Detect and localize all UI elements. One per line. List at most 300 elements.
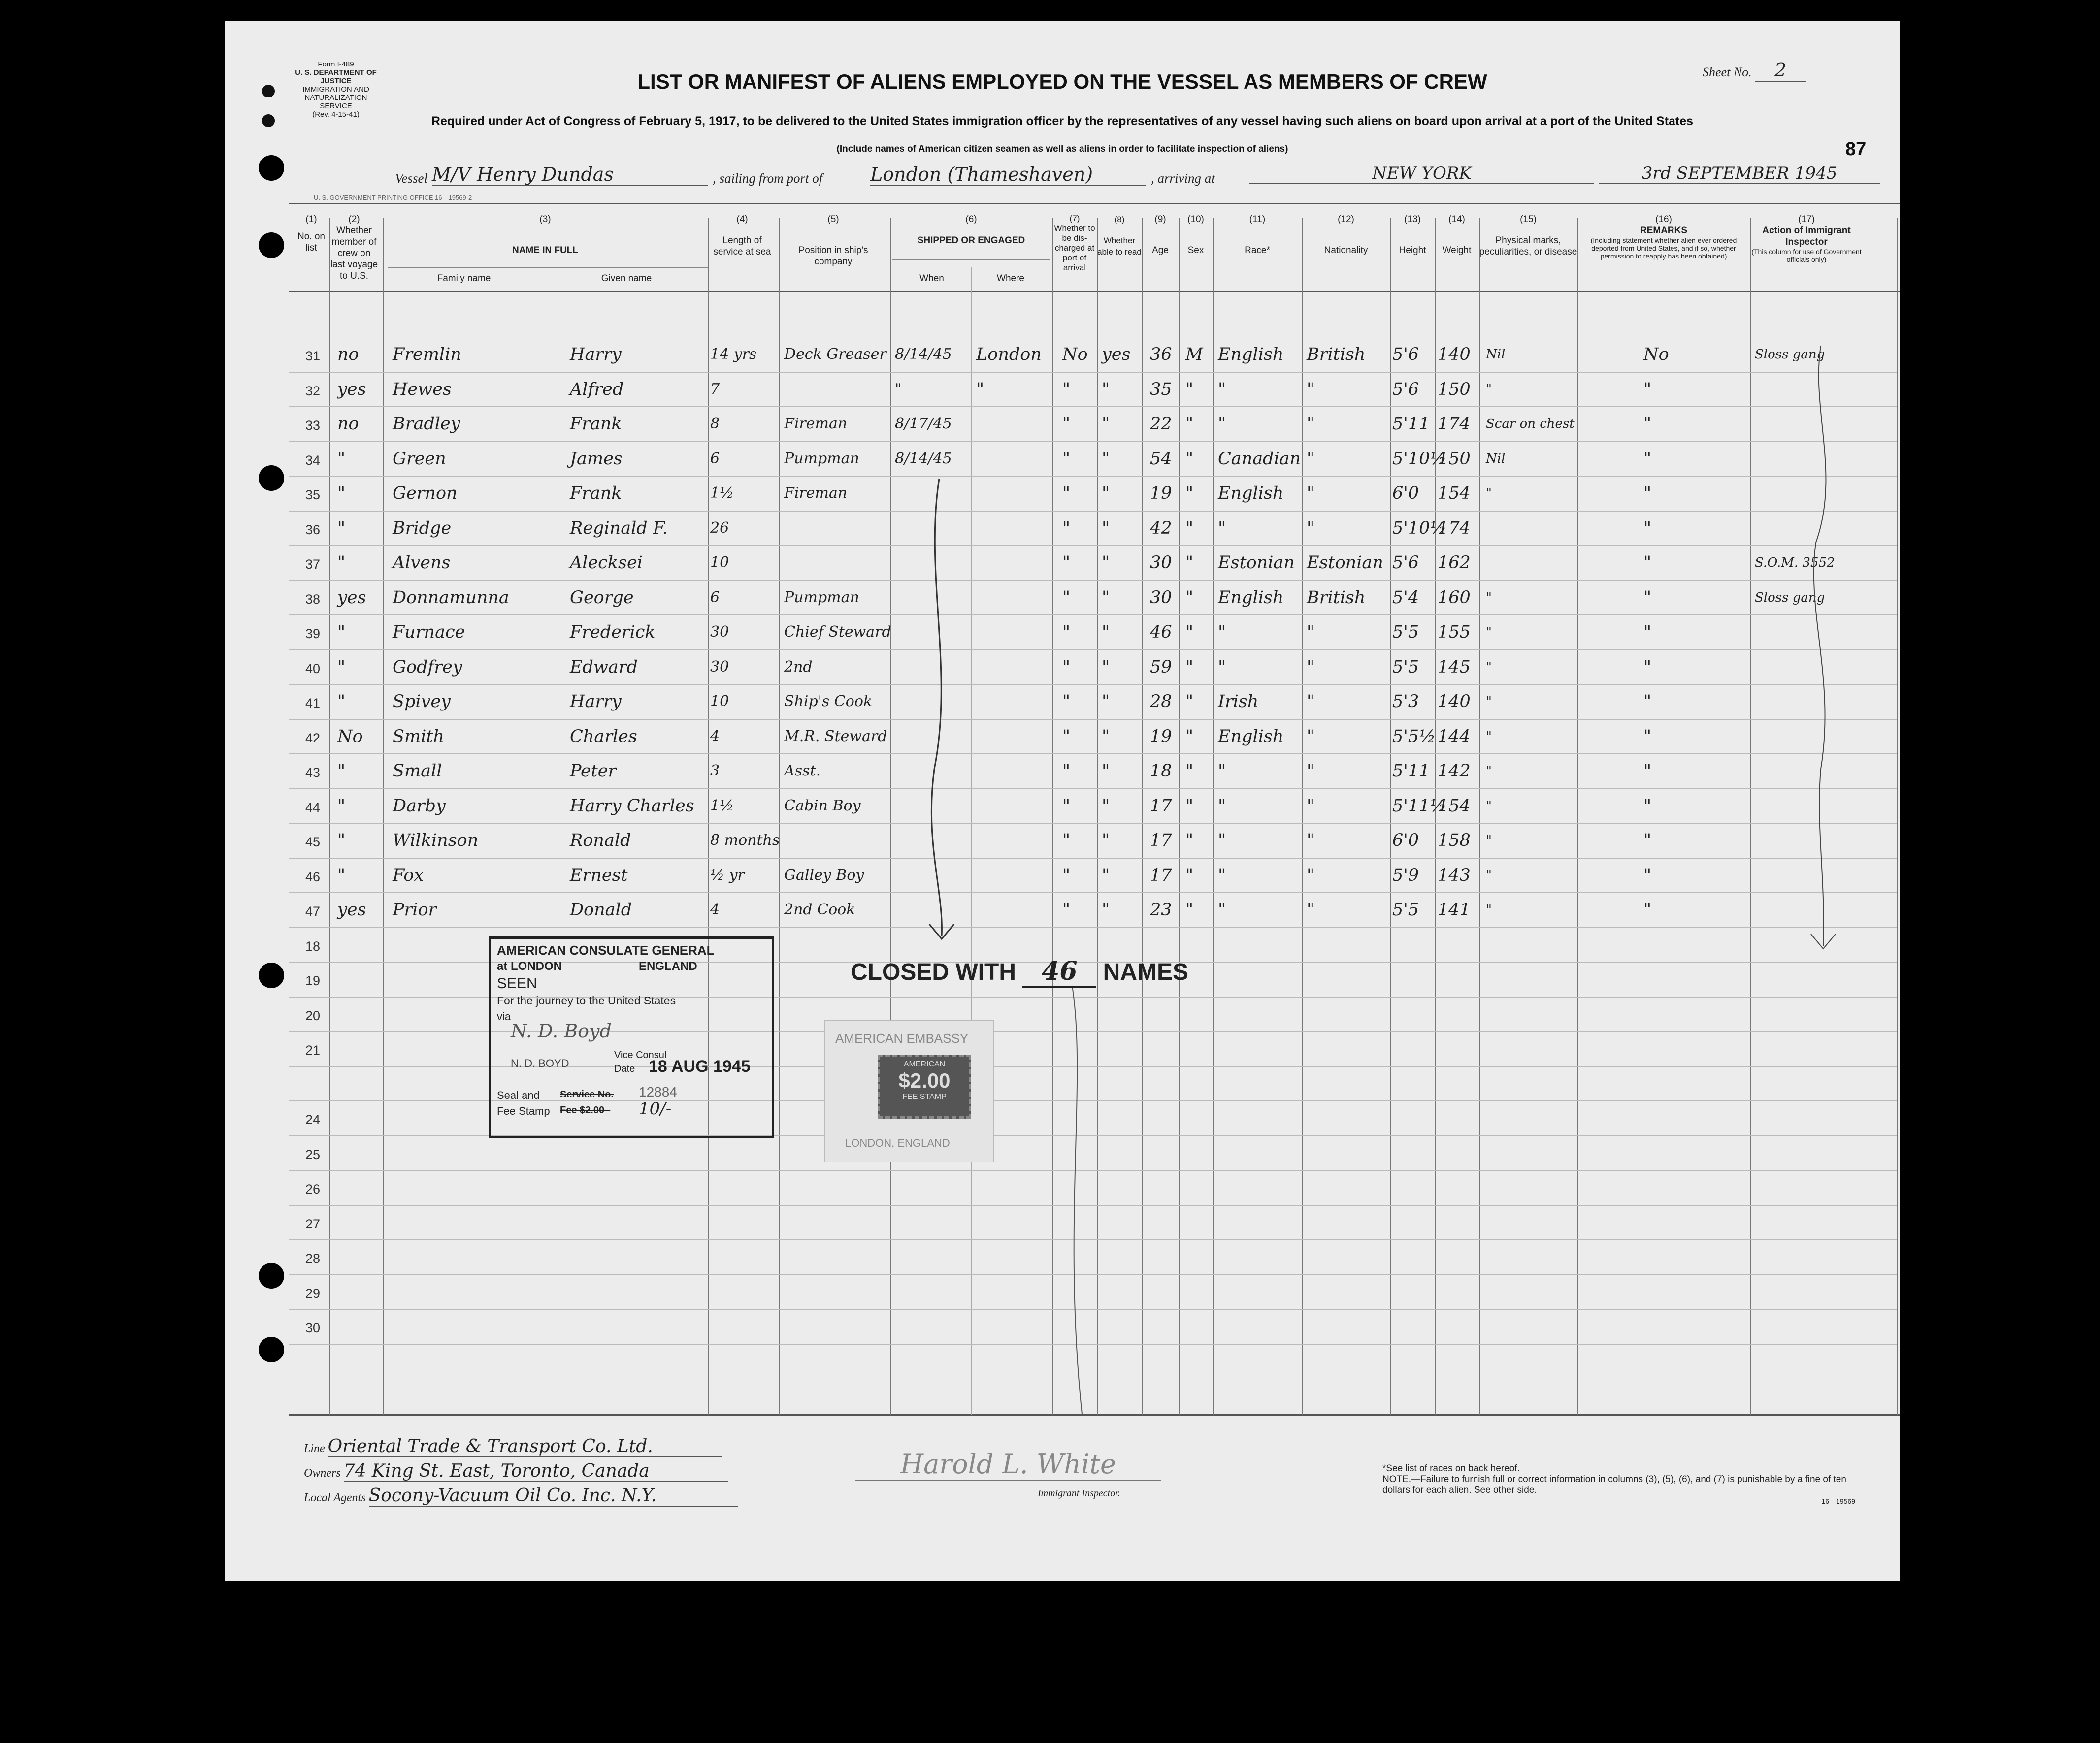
stamp-officer: N. D. BOYD: [511, 1057, 569, 1069]
position: Galley Boy: [784, 866, 864, 884]
stamp-fee: Fee $2.00 -: [560, 1105, 611, 1116]
nationality: ": [1307, 796, 1315, 816]
vessel-label: Vessel: [395, 171, 427, 186]
family-name: Donnamunna: [393, 587, 509, 608]
family-name: Small: [393, 761, 442, 781]
shipped-divider: [892, 259, 1050, 260]
race: ": [1218, 831, 1226, 850]
col-5-header: (5) Position in ship's company: [798, 214, 868, 267]
height: 5'5½: [1392, 726, 1436, 746]
row-number: 39: [305, 626, 321, 641]
shipped-where: ": [976, 379, 984, 399]
stamp-fee-label: Fee Stamp: [497, 1105, 550, 1117]
remarks: ": [1643, 726, 1652, 746]
weight: 140: [1438, 345, 1471, 364]
sex: ": [1185, 796, 1194, 816]
sex: ": [1185, 587, 1194, 608]
height: 5'5: [1392, 900, 1419, 920]
race: Canadian: [1218, 449, 1301, 469]
able-to-read: ": [1102, 900, 1110, 920]
column-rule: [890, 218, 891, 1415]
height: 5'6: [1392, 379, 1419, 399]
age: 46: [1150, 622, 1172, 642]
form-number: Form I-489: [318, 60, 354, 68]
family-name: Bridge: [393, 518, 452, 538]
col-4-header: (4) Length of service at sea: [713, 214, 771, 257]
row-rule: [289, 441, 1897, 442]
prev-voyage: no: [337, 414, 359, 434]
age: 19: [1150, 726, 1172, 746]
prev-voyage: ": [337, 449, 346, 469]
height: 5'5: [1392, 622, 1419, 642]
discharge: No: [1062, 345, 1088, 364]
row-number: 44: [305, 800, 321, 815]
discharge: ": [1062, 414, 1071, 434]
col-16-header: (16) REMARKS (Including statement whether alien ever ordered deported from United States, and if so, whether permission to reapply has been obtained): [1590, 214, 1737, 260]
nationality: ": [1307, 726, 1315, 746]
inspector-action: S.O.M. 3552: [1755, 555, 1835, 570]
col-10-header: (10) Sex: [1187, 214, 1204, 256]
form-code: 16—19569: [1821, 1497, 1855, 1505]
able-to-read: ": [1102, 622, 1110, 642]
prev-voyage: ": [337, 796, 346, 816]
column-rule: [1179, 218, 1180, 1415]
binder-hole: [259, 963, 284, 988]
col-6-header: (6) SHIPPED OR ENGAGED: [917, 214, 1025, 246]
remarks: ": [1643, 692, 1652, 711]
nationality: ": [1307, 379, 1315, 399]
height: 5'11: [1392, 414, 1430, 434]
discharge: ": [1062, 865, 1071, 885]
inspector-label: Immigrant Inspector.: [1038, 1488, 1120, 1499]
row-number: 33: [305, 418, 321, 433]
shipped-where: London: [976, 345, 1042, 364]
physical-marks: ": [1486, 729, 1492, 744]
age: 28: [1150, 692, 1172, 711]
nationality: ": [1307, 865, 1315, 885]
embassy-line1: AMERICAN EMBASSY: [835, 1031, 969, 1046]
family-name: Smith: [393, 726, 444, 746]
footer-notes: [1382, 1463, 1855, 1507]
sex: M: [1185, 345, 1203, 364]
agents-label: Local Agents: [304, 1491, 366, 1504]
race: ": [1218, 796, 1226, 816]
column-rule: [1390, 218, 1391, 1415]
nationality: British: [1307, 345, 1366, 364]
able-to-read: ": [1102, 726, 1110, 746]
sheet-label: Sheet No.: [1703, 65, 1752, 79]
col-14-header: (14) Weight: [1442, 214, 1472, 256]
stamp-date: 18 AUG 1945: [649, 1057, 751, 1076]
remarks: ": [1643, 518, 1652, 538]
note-text: —Failure to furnish full or correct information in columns (3), (5), (6), and (7) is punishable by a fine of ten dollars for each alien. See other side.: [1382, 1474, 1846, 1495]
service-length: 3: [710, 762, 720, 779]
family-name: Fremlin: [393, 345, 461, 364]
service-length: 6: [710, 588, 720, 606]
age: 36: [1150, 345, 1172, 364]
footer-agents-row: [304, 1485, 738, 1507]
weight: 174: [1438, 518, 1471, 538]
races-note: *See list of races on back hereof.: [1382, 1463, 1520, 1474]
family-name: Green: [393, 449, 446, 469]
weight: 160: [1438, 587, 1471, 608]
row-rule: [289, 684, 1897, 685]
revision: (Rev. 4-15-41): [312, 110, 360, 119]
remarks: ": [1643, 831, 1652, 850]
nationality: ": [1307, 761, 1315, 781]
note-label: NOTE.: [1382, 1474, 1411, 1485]
shipped-when: ": [895, 380, 902, 398]
shipped-when: 8/14/45: [895, 346, 952, 363]
nationality: ": [1307, 622, 1315, 642]
sex: ": [1185, 484, 1194, 503]
able-to-read: ": [1102, 449, 1110, 469]
prev-voyage: ": [337, 692, 346, 711]
page-subtitle: Required under Act of Congress of February 5, 1917, to be delivered to the United States immigration officer by the representatives of any vessel having such aliens on board upon arrival at a port of the United States: [431, 114, 1694, 128]
row-number: 40: [305, 661, 321, 676]
sex: ": [1185, 761, 1194, 781]
age: 17: [1150, 796, 1172, 816]
sex: ": [1185, 900, 1194, 920]
row-number: 25: [305, 1147, 321, 1162]
weight: 140: [1438, 692, 1471, 711]
revenue-fee-stamp: [878, 1055, 971, 1119]
nationality: ": [1307, 449, 1315, 469]
column-rule: [708, 218, 709, 1415]
given-name: Alfred: [570, 379, 624, 399]
physical-marks: ": [1486, 625, 1492, 640]
nationality: British: [1307, 587, 1366, 608]
discharge: ": [1062, 587, 1071, 608]
physical-marks: Nil: [1486, 347, 1506, 362]
race: Irish: [1218, 692, 1259, 711]
remarks: No: [1643, 345, 1669, 364]
prev-voyage: No: [337, 726, 363, 746]
column-rule: [1213, 218, 1214, 1415]
prev-voyage: yes: [337, 379, 366, 399]
discharge: ": [1062, 449, 1071, 469]
stamp-journey: For the journey to the United States: [497, 994, 676, 1007]
row-rule: [289, 545, 1897, 546]
nationality: ": [1307, 692, 1315, 711]
footer-line-row: [304, 1436, 722, 1457]
col-11-header: (11) Race*: [1245, 214, 1270, 256]
row-rule: [289, 753, 1897, 754]
age: 42: [1150, 518, 1172, 538]
family-name: Bradley: [393, 414, 460, 434]
name-divider: [388, 267, 708, 268]
discharge: ": [1062, 518, 1071, 538]
height: 6'0: [1392, 484, 1419, 503]
sex: ": [1185, 414, 1194, 434]
weight: 154: [1438, 484, 1471, 503]
row-number: 28: [305, 1251, 321, 1266]
age: 18: [1150, 761, 1172, 781]
race: ": [1218, 379, 1226, 399]
col-15-header: (15) Physical marks, peculiarities, or disease: [1479, 214, 1577, 257]
height: 5'11: [1392, 761, 1430, 781]
height: 5'10½: [1392, 449, 1447, 469]
remarks: ": [1643, 900, 1652, 920]
row-number: 38: [305, 591, 321, 607]
given-name: Frank: [570, 484, 622, 503]
position: Pumpman: [784, 588, 859, 606]
column-rule: [1479, 218, 1480, 1415]
able-to-read: ": [1102, 692, 1110, 711]
stamp-signature: N. D. Boyd: [511, 1020, 612, 1042]
port-to: NEW YORK: [1249, 163, 1594, 184]
row-number: 32: [305, 383, 321, 398]
discharge: ": [1062, 796, 1071, 816]
physical-marks: ": [1486, 590, 1492, 605]
closed-prefix: CLOSED WITH: [851, 959, 1016, 985]
row-number: 42: [305, 730, 321, 745]
sex: ": [1185, 865, 1194, 885]
age: 17: [1150, 831, 1172, 850]
col-7-header: (7) Whether to be dis-charged at port of arrival: [1054, 214, 1095, 272]
column-rule: [1302, 218, 1303, 1415]
race: ": [1218, 900, 1226, 920]
able-to-read: yes: [1102, 345, 1131, 364]
service-length: 14 yrs: [710, 346, 757, 363]
race: ": [1218, 622, 1226, 642]
weight: 144: [1438, 726, 1471, 746]
row-rule: [289, 719, 1897, 720]
row-number: 41: [305, 696, 321, 710]
sex: ": [1185, 553, 1194, 573]
nationality: ": [1307, 831, 1315, 850]
remarks: ": [1643, 414, 1652, 434]
height: 5'6: [1392, 345, 1419, 364]
position: Deck Greaser: [784, 346, 886, 363]
discharge: ": [1062, 692, 1071, 711]
weight: 150: [1438, 379, 1471, 399]
row-number: 47: [305, 904, 321, 919]
able-to-read: ": [1102, 761, 1110, 781]
when-header: When: [919, 273, 944, 284]
given-name: Charles: [570, 726, 637, 746]
discharge: ": [1062, 831, 1071, 850]
footer-owners-row: [304, 1461, 728, 1482]
service-length: 8 months: [710, 832, 780, 849]
remarks: ": [1643, 553, 1652, 573]
stamp-officer-title: Vice Consul: [614, 1050, 667, 1061]
remarks: ": [1643, 379, 1652, 399]
sex: ": [1185, 379, 1194, 399]
discharge: ": [1062, 379, 1071, 399]
prev-voyage: ": [337, 657, 346, 677]
stamp-seen: SEEN: [497, 975, 537, 992]
height: 6'0: [1392, 831, 1419, 850]
remarks: ": [1643, 796, 1652, 816]
nationality: ": [1307, 518, 1315, 538]
family-name: Godfrey: [393, 657, 462, 677]
able-to-read: ": [1102, 657, 1110, 677]
age: 23: [1150, 900, 1172, 920]
physical-marks: ": [1486, 798, 1492, 813]
closed-count: 46: [1022, 956, 1096, 988]
vessel-name: M/V Henry Dundas: [432, 163, 708, 186]
row-number: 19: [305, 973, 321, 988]
owners-label: Owners: [304, 1467, 341, 1480]
race: English: [1218, 345, 1284, 364]
col-12-header: (12) Nationality: [1324, 214, 1368, 256]
family-name: Gernon: [393, 484, 458, 503]
able-to-read: ": [1102, 796, 1110, 816]
shipped-when: 8/14/45: [895, 450, 952, 467]
family-name: Prior: [393, 900, 437, 920]
age: 54: [1150, 449, 1172, 469]
col-13-header: (13) Height: [1399, 214, 1426, 256]
where-header: Where: [997, 273, 1024, 284]
remarks: ": [1643, 449, 1652, 469]
weight: 141: [1438, 900, 1471, 920]
nationality: ": [1307, 900, 1315, 920]
weight: 145: [1438, 657, 1471, 677]
row-number: 46: [305, 869, 321, 884]
page-number: 87: [1845, 139, 1867, 160]
col-17-header: (17) Action of Immigrant Inspector (This column for use of Government officials only): [1751, 214, 1862, 263]
race: ": [1218, 657, 1226, 677]
service-length: 1½: [710, 797, 734, 814]
position: 2nd Cook: [784, 901, 855, 918]
manifest-sheet: [225, 21, 1900, 1581]
family-name: Darby: [393, 796, 446, 816]
service: IMMIGRATION AND NATURALIZATION SERVICE: [302, 85, 369, 110]
sex: ": [1185, 692, 1194, 711]
agents-value: Socony-Vacuum Oil Co. Inc. N.Y.: [369, 1485, 738, 1507]
remarks: ": [1643, 587, 1652, 608]
given-name: Harry: [570, 692, 622, 711]
weight: 162: [1438, 553, 1471, 573]
column-rule: [1435, 218, 1436, 1415]
row-rule: [289, 614, 1897, 615]
position: Fireman: [784, 484, 848, 502]
age: 17: [1150, 865, 1172, 885]
row-number: 45: [305, 835, 321, 849]
sex: ": [1185, 831, 1194, 850]
column-rule: [1577, 218, 1578, 1415]
given-name: Harry: [570, 345, 622, 364]
prev-voyage: ": [337, 622, 346, 642]
physical-marks: ": [1486, 833, 1492, 848]
weight: 154: [1438, 796, 1471, 816]
sailing-label: , sailing from port of: [713, 171, 823, 186]
height: 5'6: [1392, 553, 1419, 573]
row-number: 30: [305, 1321, 321, 1335]
row-number: 18: [305, 938, 321, 954]
service-length: 10: [710, 693, 729, 710]
physical-marks: ": [1486, 903, 1492, 917]
sex: ": [1185, 449, 1194, 469]
physical-marks: Scar on chest: [1486, 417, 1575, 431]
family-name: Wilkinson: [393, 831, 479, 850]
discharge: ": [1062, 484, 1071, 503]
row-number: 24: [305, 1112, 321, 1127]
row-rule: [289, 788, 1897, 789]
weight: 174: [1438, 414, 1471, 434]
able-to-read: ": [1102, 518, 1110, 538]
discharge: ": [1062, 622, 1071, 642]
position: Chief Steward: [784, 623, 891, 641]
row-number: 31: [305, 349, 321, 363]
position: M.R. Steward: [784, 727, 887, 745]
row-rule: [289, 927, 1897, 928]
row-rule: [289, 823, 1897, 824]
printing-info: U. S. GOVERNMENT PRINTING OFFICE 16—19569-2: [314, 194, 472, 201]
age: 35: [1150, 379, 1172, 399]
closed-with-stamp: [851, 956, 1188, 988]
weight: 143: [1438, 865, 1471, 885]
remarks: ": [1643, 622, 1652, 642]
race: ": [1218, 518, 1226, 538]
age: 22: [1150, 414, 1172, 434]
remarks: ": [1643, 761, 1652, 781]
binder-hole: [259, 232, 284, 258]
arriving-label: , arriving at: [1151, 171, 1215, 186]
line-label: Line: [304, 1442, 325, 1455]
physical-marks: ": [1486, 486, 1492, 501]
shipped-when: 8/17/45: [895, 415, 952, 432]
sex: ": [1185, 657, 1194, 677]
prev-voyage: ": [337, 865, 346, 885]
stamp-date-label: Date: [614, 1064, 635, 1074]
discharge: ": [1062, 553, 1071, 573]
stamp-country: ENGLAND: [639, 960, 697, 973]
able-to-read: ": [1102, 553, 1110, 573]
prev-voyage: ": [337, 484, 346, 503]
weight: 158: [1438, 831, 1471, 850]
owners-value: 74 King St. East, Toronto, Canada: [344, 1461, 728, 1482]
stamp-title: AMERICAN CONSULATE GENERAL: [497, 943, 715, 958]
physical-marks: ": [1486, 659, 1492, 675]
row-rule: [289, 372, 1897, 373]
race: ": [1218, 414, 1226, 434]
prev-voyage: ": [337, 761, 346, 781]
embassy-line2: LONDON, ENGLAND: [845, 1137, 950, 1149]
service-length: 30: [710, 623, 729, 641]
prev-voyage: yes: [337, 587, 366, 608]
row-rule: [289, 580, 1897, 581]
row-number: 43: [305, 765, 321, 780]
row-number: 26: [305, 1182, 321, 1196]
row-number: 20: [305, 1008, 321, 1023]
inspector-action: Sloss gang: [1755, 590, 1825, 605]
given-name: Edward: [570, 657, 638, 677]
given-name-header: Given name: [601, 273, 652, 284]
sex: ": [1185, 518, 1194, 538]
inspector-action: Sloss gang: [1755, 347, 1825, 362]
column-rule: [329, 218, 330, 1415]
col-2-header: (2) Whether member of crew on last voyage to U.S.: [330, 214, 378, 281]
row-number: 35: [305, 487, 321, 502]
row-rule: [289, 892, 1897, 893]
remarks: ": [1643, 484, 1652, 503]
prev-voyage: ": [337, 831, 346, 850]
stamp-service-no: 12884: [639, 1084, 677, 1099]
row-number: 37: [305, 557, 321, 572]
family-name-header: Family name: [437, 273, 491, 284]
given-name: Peter: [570, 761, 617, 781]
height: 5'4: [1392, 587, 1419, 608]
position: Asst.: [784, 762, 821, 779]
column-rule: [1897, 218, 1898, 1415]
prev-voyage: ": [337, 553, 346, 573]
position: Ship's Cook: [784, 693, 873, 710]
service-length: 26: [710, 519, 729, 537]
age: 59: [1150, 657, 1172, 677]
physical-marks: ": [1486, 764, 1492, 778]
